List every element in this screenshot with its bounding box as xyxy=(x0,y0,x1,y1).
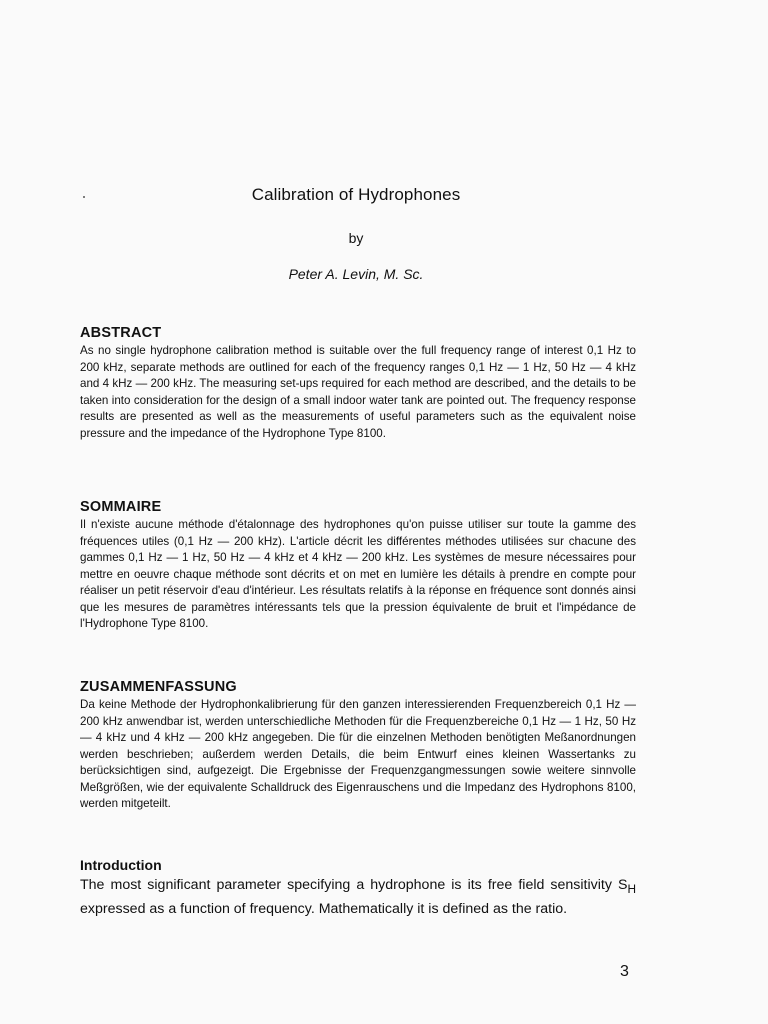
author-name: Peter A. Levin, M. Sc. xyxy=(288,266,424,282)
introduction-heading: Introduction xyxy=(80,857,162,873)
byline-by: by xyxy=(348,230,364,246)
sensitivity-subscript: H xyxy=(627,881,636,896)
abstract-section xyxy=(80,325,636,442)
introduction-section xyxy=(80,857,636,920)
introduction-text-after: expressed as a function of frequency. Mathematically it is defined as the ratio. xyxy=(80,901,568,918)
sommaire-heading: SOMMAIRE xyxy=(80,499,162,515)
abstract-heading: ABSTRACT xyxy=(80,325,162,341)
zusammenfassung-section xyxy=(80,679,636,813)
page-number: 3 xyxy=(620,963,629,980)
zusammenfassung-text: Da keine Methode der Hydrophonkalibrierung für den ganzen interessierenden Frequenzbereich 0,1 Hz — 200 kHz anwendbar ist, werden unterschiedliche Methoden für die Frequenzbereiche 0,1 Hz — 1 Hz, 50 Hz — 4 kHz und 4 kHz — 200 kHz angegeben. Die für die einzelnen Methoden benötigten Meßanordnungen werden beschrieben; außerdem werden Details, die beim Entwurf eines kleinen Wassertanks zu berücksichtigen sind, aufgezeigt. Die Ergebnisse der Frequenzgangmessungen sowie weitere sinnvolle Meßgrößen, wie der equivalente Schalldruck des Eigenrauschens und die Impedanz des Hydrophons 8100, werden mitgeteilt. xyxy=(80,698,636,810)
introduction-text xyxy=(80,875,636,920)
sommaire-text: Il n'existe aucune méthode d'étalonnage des hydrophones qu'on puisse utiliser sur toute la gamme des fréquences utiles (0,1 Hz — 200 kHz). L'article décrit les différentes méthodes utilisées sur chacune des gammes 0,1 Hz — 1 Hz, 50 Hz — 4 kHz et 4 kHz — 200 kHz. Les systèmes de mesure nécessaires pour mettre en oeuvre chaque méthode sont décrits et on met en lumière les détails à prendre en compte pour réaliser un petit réservoir d'eau d'intérieur. Les résultats relatifs à la réponse en fréquence sont donnés ainsi que les mesures de paramètres intéressants tels que la pression équivalente de bruit et l'impédance de l'Hydrophone Type 8100. xyxy=(80,518,636,630)
document-title: Calibration of Hydrophones xyxy=(251,185,461,204)
introduction-text-before: The most significant parameter specifying a hydrophone is its free field sensitivity S xyxy=(80,877,628,893)
abstract-text: As no single hydrophone calibration method is suitable over the full frequency range of interest 0,1 Hz to 200 kHz, separate methods are outlined for each of the frequency ranges 0,1 Hz — 1 Hz, 50 Hz — 4 kHz and 4 kHz — 200 kHz. The measuring set-ups required for each method are described, and the details to be taken into consideration for the design of a small indoor water tank are pointed out. The frequency response results are presented as well as the measurements of useful parameters such as the equivalent noise pressure and the impedance of the Hydrophone Type 8100. xyxy=(80,344,636,440)
sommaire-section xyxy=(80,499,636,633)
zusammenfassung-heading: ZUSAMMENFASSUNG xyxy=(80,679,237,695)
